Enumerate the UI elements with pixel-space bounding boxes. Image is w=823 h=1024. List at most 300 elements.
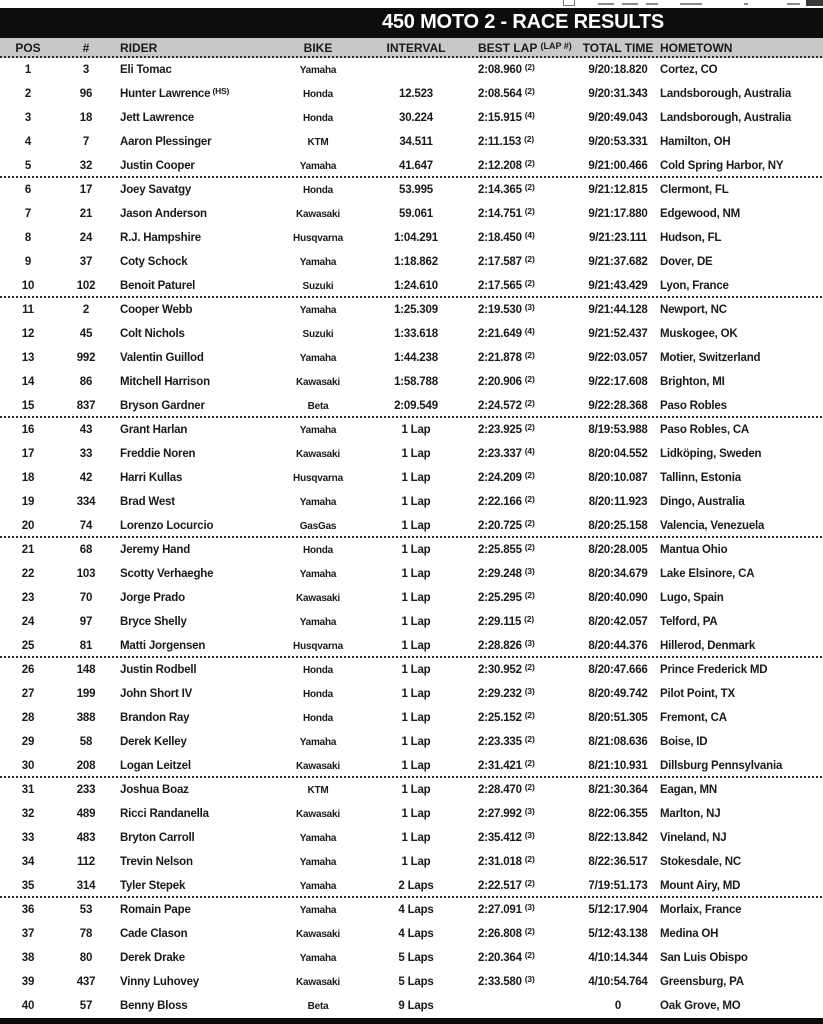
best-lap-number: (2) [524, 373, 535, 384]
cell-total-time: 9/21:37.682 [588, 256, 648, 268]
cell-rider: Jeremy Hand [120, 544, 191, 556]
table-row [0, 802, 823, 826]
cell-total-time: 9/22:03.057 [588, 352, 648, 364]
best-lap-number: (2) [524, 277, 535, 288]
cell-total-time: 8/21:08.636 [588, 736, 648, 748]
table-row [0, 850, 823, 874]
best-lap-number: (2) [524, 709, 535, 720]
cell-hometown: Pilot Point, TX [660, 688, 735, 700]
cell-best-lap: 2:24.572 $^{(2)}$ [478, 397, 535, 412]
cell-pos: 15 [21, 400, 35, 412]
cell-rider: Jason Anderson [120, 208, 207, 220]
cell-best-lap: 2:23.925 $^{(2)}$ [478, 421, 535, 436]
column-header-total-time: TOTAL TIME [582, 41, 654, 55]
cell-rider: Cade Clason [120, 928, 188, 940]
cell-rider: Bryce Shelly [120, 616, 187, 628]
cell-pos: 24 [21, 616, 35, 628]
best-lap-number: (3) [524, 973, 535, 984]
cell-bike: Husqvarna [293, 232, 343, 244]
table-row [0, 634, 823, 658]
cell-total-time: 8/22:36.517 [588, 856, 648, 868]
cell-pos: 13 [21, 352, 35, 364]
cell-hometown: Hamilton, OH [660, 136, 731, 148]
best-lap-number: (2) [524, 157, 535, 168]
cell-pos: 26 [21, 664, 35, 676]
cell-bike: Yamaha [299, 904, 337, 916]
cell-interval: 59.061 [399, 208, 433, 220]
cell-number: 78 [79, 928, 93, 940]
cell-bike: GasGas [299, 520, 337, 532]
cell-interval: 5 Laps [398, 952, 434, 964]
cell-hometown: Boise, ID [660, 736, 708, 748]
cell-rider: Tyler Stepek [120, 880, 186, 892]
cell-rider: Hunter Lawrence $^{(HS)}$ [120, 85, 230, 100]
cell-number: 314 [76, 880, 96, 892]
cell-total-time: 8/22:06.355 [588, 808, 648, 820]
cell-hometown: Stokesdale, NC [660, 856, 741, 868]
cell-best-lap: 2:25.855 $^{(2)}$ [478, 541, 535, 556]
best-lap-number: (2) [524, 61, 535, 72]
cell-bike: Beta [307, 400, 329, 412]
cell-rider: Eli Tomac [120, 64, 172, 76]
cell-interval: 1:18.862 [394, 256, 438, 268]
cell-interval: 1:58.788 [394, 376, 438, 388]
best-lap-number: (3) [524, 301, 535, 312]
cell-hometown: Mantua Ohio [660, 544, 728, 556]
cell-rider: Valentin Guillod [120, 352, 204, 364]
cell-bike: Yamaha [299, 496, 337, 508]
table-row [0, 730, 823, 754]
cell-total-time: 8/20:34.679 [588, 568, 648, 580]
cell-rider: Grant Harlan [120, 424, 188, 436]
cell-best-lap: 2:08.960 $^{(2)}$ [478, 61, 535, 76]
cell-total-time: 9/20:53.331 [588, 136, 648, 148]
cell-rider: Ricci Randanella [120, 808, 209, 820]
cropped-toolbar-icon[interactable] [646, 3, 658, 5]
bottom-divider-bar [0, 1018, 823, 1024]
cell-rider: Jorge Prado [120, 592, 185, 604]
cell-interval: 1 Lap [401, 640, 431, 652]
cell-bike: Honda [302, 184, 334, 196]
cell-interval: 1 Lap [401, 808, 431, 820]
cell-bike: Kawasaki [296, 208, 340, 220]
cell-bike: Honda [302, 544, 334, 556]
cell-hometown: Vineland, NJ [660, 832, 727, 844]
cell-pos: 4 [24, 136, 32, 148]
cell-total-time: 9/21:52.437 [588, 328, 648, 340]
cell-bike: Yamaha [299, 352, 337, 364]
cell-total-time: 8/21:30.364 [588, 784, 648, 796]
cropped-toolbar-strip [0, 0, 823, 8]
cell-total-time: 9/21:00.466 [588, 160, 648, 172]
cell-hometown: Morlaix, France [660, 904, 742, 916]
cell-number: 334 [76, 496, 96, 508]
cell-best-lap: 2:31.018 $^{(2)}$ [478, 853, 535, 868]
best-lap-number: (2) [524, 733, 535, 744]
cell-number: 483 [76, 832, 96, 844]
best-lap-number: (2) [524, 181, 535, 192]
cell-best-lap: 2:29.248 $^{(3)}$ [478, 565, 535, 580]
cell-best-lap: 2:17.565 $^{(2)}$ [478, 277, 535, 292]
best-lap-number: (3) [524, 685, 535, 696]
cell-best-lap: 2:14.751 $^{(2)}$ [478, 205, 535, 220]
cell-number: 42 [79, 472, 93, 484]
table-row [0, 754, 823, 778]
cell-hometown: Fremont, CA [660, 712, 727, 724]
cell-rider: Mitchell Harrison [120, 376, 210, 388]
best-lap-number: (2) [524, 949, 535, 960]
table-row [0, 466, 823, 490]
rider-annotation: (HS) [210, 85, 230, 96]
cell-bike: Kawasaki [296, 928, 340, 940]
cell-pos: 3 [24, 112, 32, 124]
cell-pos: 19 [21, 496, 35, 508]
cell-pos: 35 [21, 880, 35, 892]
cell-pos: 16 [21, 424, 35, 436]
best-lap-number: (2) [524, 253, 535, 264]
cell-pos: 23 [21, 592, 35, 604]
cell-rider: Logan Leitzel [120, 760, 191, 772]
cell-total-time: 8/21:10.931 [588, 760, 648, 772]
table-row [0, 250, 823, 274]
cropped-toolbar-icon[interactable] [744, 3, 748, 5]
cell-bike: Yamaha [299, 832, 337, 844]
cell-bike: Yamaha [299, 856, 337, 868]
cell-hometown: Lyon, France [660, 280, 729, 292]
cell-best-lap: 2:26.808 $^{(2)}$ [478, 925, 535, 940]
cell-bike: Honda [302, 112, 334, 124]
cell-best-lap: 2:19.530 $^{(3)}$ [478, 301, 535, 316]
cell-best-lap: 2:12.208 $^{(2)}$ [478, 157, 535, 172]
cell-number: 57 [79, 1000, 93, 1012]
cell-rider: Matti Jorgensen [120, 640, 206, 652]
cell-pos: 10 [21, 280, 35, 292]
page-title: 450 MOTO 2 - RACE RESULTS [381, 11, 665, 34]
cell-hometown: Landsborough, Australia [660, 112, 792, 124]
cell-bike: Husqvarna [293, 640, 343, 652]
best-lap-number: (2) [524, 493, 535, 504]
best-lap-number: (2) [524, 517, 535, 528]
cell-interval: 5 Laps [398, 976, 434, 988]
cell-best-lap: 2:08.564 $^{(2)}$ [478, 85, 535, 100]
cell-rider: Aaron Plessinger [120, 136, 212, 148]
table-row [0, 298, 823, 322]
table-row [0, 394, 823, 418]
cropped-toolbar-icon[interactable] [680, 3, 702, 5]
cell-pos: 37 [21, 928, 35, 940]
table-row [0, 418, 823, 442]
cell-hometown: Prince Frederick MD [660, 664, 768, 676]
best-lap-number: (2) [524, 133, 534, 144]
cell-hometown: Dillsburg Pennsylvania [660, 760, 783, 772]
cell-hometown: Tallinn, Estonia [660, 472, 741, 484]
table-row [0, 274, 823, 298]
cell-bike: Yamaha [299, 952, 337, 964]
cell-interval: 1:33.618 [394, 328, 438, 340]
cell-rider: Trevin Nelson [120, 856, 193, 868]
cell-best-lap: 2:20.906 $^{(2)}$ [478, 373, 535, 388]
cell-bike: Kawasaki [296, 448, 340, 460]
cell-best-lap: 2:21.649 $^{(4)}$ [478, 325, 535, 340]
cell-pos: 34 [21, 856, 35, 868]
cell-hometown: Edgewood, NM [660, 208, 741, 220]
cell-bike: Yamaha [299, 64, 337, 76]
best-lap-number: (2) [524, 781, 535, 792]
cell-number: 208 [76, 760, 96, 772]
cell-pos: 8 [24, 232, 32, 244]
cell-hometown: Oak Grove, MO [660, 1000, 741, 1012]
cell-bike: Yamaha [299, 304, 337, 316]
cropped-toolbar-icon[interactable] [598, 3, 614, 5]
cell-rider: John Short IV [120, 688, 193, 700]
cropped-toolbar-icon[interactable] [806, 0, 823, 6]
table-row [0, 490, 823, 514]
cell-total-time: 9/21:12.815 [588, 184, 648, 196]
cell-rider: Bryton Carroll [120, 832, 195, 844]
cell-rider: Scotty Verhaeghe [120, 568, 214, 580]
title-bar [0, 8, 823, 38]
cell-total-time: 8/22:13.842 [588, 832, 648, 844]
cell-hometown: Valencia, Venezuela [660, 520, 765, 532]
cell-interval: 1 Lap [401, 520, 431, 532]
cell-rider: Joey Savatgy [120, 184, 192, 196]
cell-hometown: Telford, PA [660, 616, 718, 628]
cropped-toolbar-icon[interactable] [563, 0, 575, 6]
cell-number: 102 [76, 280, 96, 292]
cell-interval: 1 Lap [401, 664, 431, 676]
cell-total-time: 8/19:53.988 [588, 424, 648, 436]
best-lap-number: (2) [524, 541, 535, 552]
table-row [0, 658, 823, 682]
cell-total-time: 5/12:43.138 [588, 928, 648, 940]
cell-hometown: Dover, DE [660, 256, 713, 268]
table-row [0, 898, 823, 922]
cell-pos: 6 [24, 184, 32, 196]
cell-pos: 36 [21, 904, 35, 916]
table-row [0, 226, 823, 250]
cell-rider: Jett Lawrence [120, 112, 195, 124]
table-row [0, 586, 823, 610]
cell-total-time: 8/20:04.552 [588, 448, 648, 460]
cell-number: 148 [76, 664, 96, 676]
cell-number: 437 [76, 976, 96, 988]
table-row [0, 610, 823, 634]
cell-total-time: 8/20:25.158 [588, 520, 648, 532]
cell-best-lap: 2:22.517 $^{(2)}$ [478, 877, 535, 892]
best-lap-number: (3) [524, 829, 535, 840]
cell-number: 70 [79, 592, 93, 604]
cell-number: 112 [77, 856, 95, 868]
cell-hometown: Dingo, Australia [660, 496, 745, 508]
table-row [0, 58, 823, 82]
cell-pos: 12 [21, 328, 35, 340]
column-header-interval: INTERVAL [386, 41, 446, 55]
cell-hometown: Paso Robles, CA [660, 424, 750, 436]
cell-interval: 4 Laps [398, 928, 434, 940]
cell-total-time: 9/21:17.880 [588, 208, 648, 220]
cell-number: 68 [79, 544, 93, 556]
cell-number: 17 [79, 184, 93, 196]
cell-rider: Bryson Gardner [120, 400, 205, 412]
table-row [0, 130, 823, 154]
results-body [0, 58, 823, 1018]
cell-interval: 9 Laps [398, 1000, 434, 1012]
cell-total-time: 8/20:51.305 [588, 712, 648, 724]
cell-number: 103 [76, 568, 96, 580]
table-row [0, 370, 823, 394]
best-lap-number: (2) [524, 877, 535, 888]
cell-number: 489 [76, 808, 96, 820]
cell-bike: Kawasaki [296, 592, 340, 604]
cell-pos: 29 [21, 736, 35, 748]
cell-number: 388 [76, 712, 96, 724]
cell-number: 24 [79, 232, 93, 244]
table-row [0, 178, 823, 202]
best-lap-number: (2) [524, 349, 535, 360]
cell-pos: 18 [21, 472, 35, 484]
cell-best-lap: 2:33.580 $^{(3)}$ [478, 973, 535, 988]
cell-bike: Yamaha [299, 160, 337, 172]
cell-pos: 2 [24, 88, 32, 100]
cell-best-lap: 2:25.152 $^{(2)}$ [478, 709, 535, 724]
cell-hometown: Marlton, NJ [660, 808, 721, 820]
cell-bike: Kawasaki [296, 760, 340, 772]
cell-best-lap: 2:14.365 $^{(2)}$ [478, 181, 535, 196]
table-header-row [0, 38, 823, 58]
cell-bike: Kawasaki [296, 808, 340, 820]
cell-rider: Colt Nichols [120, 328, 185, 340]
best-lap-number: (2) [524, 661, 535, 672]
column-header-bike: BIKE [303, 41, 333, 55]
cell-interval: 34.511 [399, 136, 433, 148]
cell-interval: 1:04.291 [394, 232, 438, 244]
cell-total-time: 9/22:17.608 [588, 376, 648, 388]
cell-best-lap: 2:28.470 $^{(2)}$ [478, 781, 535, 796]
cell-hometown: San Luis Obispo [660, 952, 748, 964]
table-row [0, 514, 823, 538]
cell-rider: Justin Rodbell [120, 664, 197, 676]
cell-total-time: 9/20:18.820 [588, 64, 648, 76]
cell-rider: Derek Kelley [120, 736, 187, 748]
cell-best-lap: 2:15.915 $^{(4)}$ [478, 109, 535, 124]
cell-best-lap: 2:20.364 $^{(2)}$ [478, 949, 535, 964]
cell-total-time: 9/22:28.368 [588, 400, 648, 412]
table-row [0, 826, 823, 850]
best-lap-number: (4) [524, 445, 535, 456]
cell-number: 7 [82, 136, 90, 148]
cell-bike: Honda [302, 88, 334, 100]
cell-best-lap: 2:29.232 $^{(3)}$ [478, 685, 535, 700]
cell-pos: 28 [21, 712, 35, 724]
cell-best-lap: 2:23.337 $^{(4)}$ [478, 445, 535, 460]
cell-best-lap: 2:27.992 $^{(3)}$ [478, 805, 535, 820]
cell-pos: 11 [22, 304, 34, 316]
cell-hometown: Greensburg, PA [660, 976, 744, 988]
cell-bike: Suzuki [302, 280, 334, 292]
cell-bike: Honda [302, 712, 334, 724]
cell-total-time: 9/21:23.111 [589, 232, 647, 244]
cell-rider: Romain Pape [120, 904, 191, 916]
table-row [0, 706, 823, 730]
cell-rider: Cooper Webb [120, 304, 193, 316]
cell-total-time: 9/20:49.043 [588, 112, 648, 124]
table-row [0, 442, 823, 466]
cell-best-lap: 2:17.587 $^{(2)}$ [478, 253, 535, 268]
cell-pos: 30 [21, 760, 35, 772]
cell-rider: Justin Cooper [120, 160, 195, 172]
cell-hometown: Mount Airy, MD [660, 880, 741, 892]
cell-total-time: 8/20:47.666 [588, 664, 648, 676]
cell-total-time: 8/20:40.090 [588, 592, 648, 604]
cell-bike: Yamaha [299, 568, 337, 580]
cell-best-lap: 2:27.091 $^{(3)}$ [478, 901, 535, 916]
cell-bike: Beta [307, 1000, 329, 1012]
cell-best-lap: 2:24.209 $^{(2)}$ [478, 469, 535, 484]
cell-interval: 1 Lap [401, 760, 431, 772]
cell-interval: 53.995 [399, 184, 433, 196]
table-row [0, 202, 823, 226]
cell-rider: Vinny Luhovey [120, 976, 199, 988]
column-header-rider: RIDER [120, 41, 158, 55]
cell-interval: 1:44.238 [394, 352, 438, 364]
cell-number: 199 [76, 688, 96, 700]
best-lap-number: (2) [524, 613, 534, 624]
best-lap-number: (2) [524, 85, 535, 96]
cell-total-time: 9/21:44.128 [588, 304, 648, 316]
cell-hometown: Muskogee, OK [660, 328, 738, 340]
cell-bike: Honda [302, 664, 334, 676]
cropped-toolbar-icon[interactable] [622, 3, 638, 5]
table-row [0, 82, 823, 106]
cell-pos: 5 [24, 160, 32, 172]
cell-number: 18 [79, 112, 93, 124]
cell-number: 86 [79, 376, 93, 388]
best-lap-number: (4) [524, 109, 535, 120]
table-row [0, 874, 823, 898]
cell-pos: 31 [21, 784, 35, 796]
cell-hometown: Brighton, MI [660, 376, 725, 388]
cell-bike: Suzuki [302, 328, 334, 340]
cell-best-lap: 2:23.335 $^{(2)}$ [478, 733, 535, 748]
cell-interval: 4 Laps [398, 904, 434, 916]
cell-pos: 21 [21, 544, 35, 556]
cropped-toolbar-icon[interactable] [787, 3, 800, 5]
cell-number: 80 [79, 952, 93, 964]
cell-interval: 1 Lap [401, 712, 431, 724]
best-lap-number: (3) [524, 901, 535, 912]
cell-total-time: 8/20:11.923 [588, 496, 648, 508]
cell-bike: Yamaha [299, 880, 337, 892]
cell-number: 74 [79, 520, 93, 532]
table-row [0, 946, 823, 970]
best-lap-number: (4) [524, 229, 535, 240]
cell-rider: Joshua Boaz [120, 784, 189, 796]
cell-best-lap: 2:35.412 $^{(3)}$ [478, 829, 535, 844]
cell-bike: KTM [307, 136, 329, 148]
cell-pos: 17 [21, 448, 35, 460]
cell-interval: 1:25.309 [394, 304, 438, 316]
cell-total-time: 8/20:44.376 [588, 640, 648, 652]
cell-rider: R.J. Hampshire [120, 232, 201, 244]
cell-pos: 9 [24, 256, 32, 268]
cell-interval: 1 Lap [401, 856, 431, 868]
cell-number: 32 [79, 160, 93, 172]
cell-number: 33 [79, 448, 93, 460]
best-lap-number: (2) [524, 469, 535, 480]
cell-number: 837 [76, 400, 96, 412]
cell-hometown: Landsborough, Australia [660, 88, 792, 100]
cell-hometown: Medina OH [660, 928, 719, 940]
